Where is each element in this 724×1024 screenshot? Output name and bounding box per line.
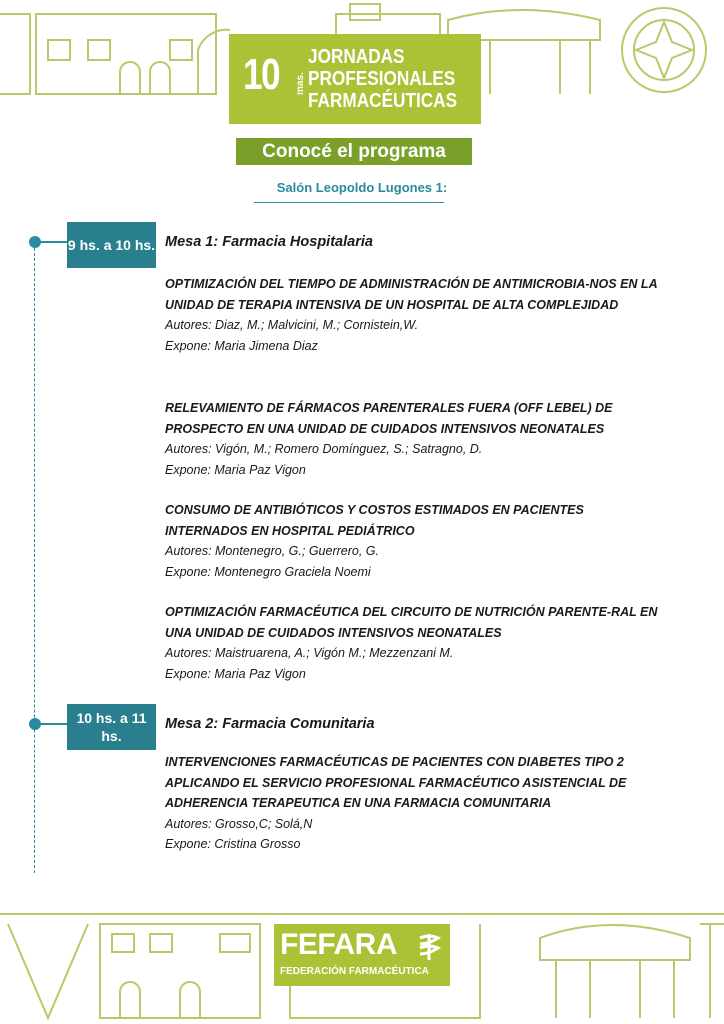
timeline-line bbox=[34, 243, 35, 873]
badge-number-block bbox=[243, 43, 306, 115]
item-title: RELEVAMIENTO DE FÁRMACOS PARENTERALES FUERA (OFF LEBEL) DE PROSPECTO EN UNA UNIDAD DE CUIDADOS INTENSIVOS NEONATALES bbox=[165, 401, 613, 436]
item-presenter: Expone: Maria Jimena Diaz bbox=[165, 338, 318, 353]
salon-underline bbox=[254, 202, 444, 203]
item-authors: Autores: Maistruarena, A.; Vigón M.; Mezzenzani M. bbox=[165, 646, 454, 660]
fefara-logo-subtitle: FEDERACIÓN FARMACÉUTICA bbox=[280, 966, 429, 977]
session-time: 9 hs. a 10 hs. bbox=[67, 222, 156, 268]
badge-number: 10 bbox=[243, 50, 279, 99]
item-authors: Autores: Diaz, M.; Malvicini, M.; Cornistein,W. bbox=[165, 318, 419, 332]
session-title: Mesa 1: Farmacia Hospitalaria bbox=[165, 234, 373, 250]
item-presenter: Expone: Maria Paz Vigon bbox=[165, 666, 306, 681]
item-title: OPTIMIZACIÓN DEL TIEMPO DE ADMINISTRACIÓN DE ANTIMICROBIA-NOS EN LA UNIDAD DE TERAPIA INTENSIVA DE UN HOSPITAL DE ALTA COMPLEJIDAD bbox=[165, 277, 658, 312]
session-title: Mesa 2: Farmacia Comunitaria bbox=[165, 716, 375, 732]
list-item bbox=[165, 602, 665, 684]
programa-banner: Conocé el programa bbox=[236, 138, 472, 165]
caduceus-icon bbox=[414, 932, 444, 962]
item-presenter: Expone: Cristina Grosso bbox=[165, 837, 301, 851]
badge-title bbox=[308, 46, 481, 112]
session-time: 10 hs. a 11 hs. bbox=[67, 704, 156, 750]
item-authors: Autores: Montenegro, G.; Guerrero, G. bbox=[165, 544, 379, 558]
list-item bbox=[165, 500, 665, 582]
salon-heading: Salón Leopoldo Lugones 1: bbox=[276, 180, 448, 195]
item-authors: Autores: Grosso,C; Solá,N bbox=[165, 816, 313, 831]
badge-suffix: mas. bbox=[295, 72, 306, 95]
jornadas-badge bbox=[229, 34, 481, 124]
item-authors: Autores: Vigón, M.; Romero Domínguez, S.; Satragno, D. bbox=[165, 442, 483, 456]
timeline-connector bbox=[35, 241, 67, 243]
item-title: OPTIMIZACIÓN FARMACÉUTICA DEL CIRCUITO DE NUTRICIÓN PARENTE-RAL EN UNA UNIDAD DE CUIDADOS INTENSIVOS NEONATALES bbox=[165, 605, 658, 640]
timeline-connector bbox=[35, 723, 67, 725]
badge-line-1: JORNADAS bbox=[307, 46, 405, 68]
list-item bbox=[165, 274, 665, 356]
item-presenter: Expone: Montenegro Graciela Noemi bbox=[165, 564, 371, 579]
list-item bbox=[165, 752, 665, 855]
item-title: CONSUMO DE ANTIBIÓTICOS Y COSTOS ESTIMADOS EN PACIENTES INTERNADOS EN HOSPITAL PEDIÁTRICO bbox=[165, 503, 584, 538]
fefara-logo-name: FEFARA bbox=[280, 928, 397, 961]
fefara-logo bbox=[274, 924, 450, 986]
badge-line-3: FARMACÉUTICAS bbox=[307, 90, 457, 112]
list-item bbox=[165, 398, 665, 480]
badge-line-2: PROFESIONALES bbox=[307, 68, 455, 90]
item-presenter: Expone: Maria Paz Vigon bbox=[165, 462, 306, 477]
item-title: INTERVENCIONES FARMACÉUTICAS DE PACIENTES CON DIABETES TIPO 2 APLICANDO EL SERVICIO PROFESIONAL FARMACÉUTICO ASISTENCIAL DE ADHERENCIA TERAPEUTICA EN UNA FARMACIA COMUNITARIA bbox=[165, 755, 627, 810]
